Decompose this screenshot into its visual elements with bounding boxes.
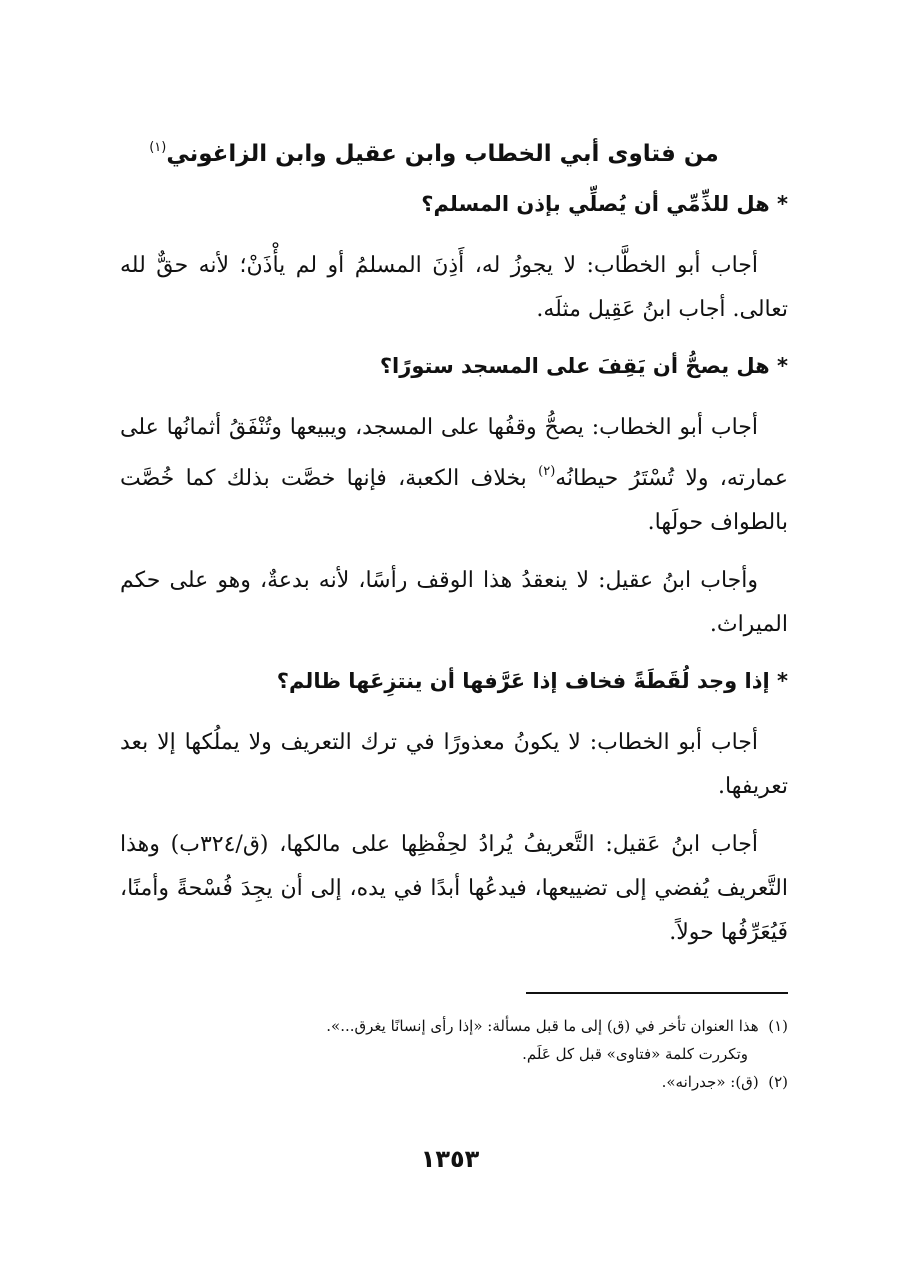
answer-1: أجاب أبو الخطَّاب: لا يجوزُ له، أَذِنَ المسلمُ أو لم يأْذَنْ؛ لأنه حقٌّ لله تعالى. أجاب ابنُ عَقِيل مثلَه. (120, 253, 788, 322)
title-footnote-ref: (١) (149, 140, 167, 155)
answer-2 (120, 406, 788, 545)
footnote-1-line2: وتكررت كلمة «فتاوى» قبل كل عَلَم. (522, 1045, 748, 1063)
footnote-1-line1: هذا العنوان تأخر في (ق) إلى ما قبل مسألة: «إذا رأى إنسانًا يغرق...». (326, 1017, 759, 1035)
answer-4: أجاب أبو الخطاب: لا يكونُ معذورًا في ترك التعريف ولا يملُكها إلا بعد تعريفها. (120, 730, 788, 799)
section-title (120, 128, 788, 174)
footnote-1-number: (١) (768, 1017, 788, 1035)
answer-2-part1: أجاب أبو الخطاب: يصحُّ وقفُها على المسجد، ويبيعها وتُنْفَقُ أثمانُها على عمارته، ولا تُسْتَرُ حيطانُه (120, 415, 788, 491)
footnote-2-text: (ق): «جدرانه». (661, 1073, 759, 1091)
question-2: * هل يصحُّ أن يَقِفَ على المسجد ستورًا؟ (379, 354, 788, 378)
section-title-text: من فتاوى أبي الخطاب وابن عقيل وابن الزاغوني (166, 141, 719, 167)
footnotes (120, 1012, 788, 1096)
question-1: * هل للذِّمِّي أن يُصلِّي بإذن المسلم؟ (421, 192, 788, 216)
footnote-2 (120, 1068, 788, 1096)
footnote-1 (120, 1012, 788, 1068)
page-body (120, 128, 788, 969)
question-3: * إذا وجد لُقَطَةً فخاف إذا عَرَّفها أن ينتزِعَها ظالم؟ (276, 669, 788, 693)
footnote-divider (526, 992, 788, 994)
answer-5: أجاب ابنُ عَقيل: التَّعريفُ يُرادُ لحِفْظِها على مالكها، (ق/٣٢٤ب) وهذا التَّعريف يُفضي إلى تضييعها، فيدعُها أبدًا في يده، إلى أن يجِدَ فُسْحةً وأمنًا، فَيُعَرِّفُها حولاً. (120, 832, 788, 945)
page-number: ١٣٥٣ (420, 1145, 480, 1173)
answer-3: وأجاب ابنُ عقيل: لا ينعقدُ هذا الوقف رأسًا، لأنه بدعةٌ، وهو على حكم الميراث. (120, 568, 788, 637)
answer-2-footnote-ref: (٢) (538, 464, 556, 479)
footnote-2-number: (٢) (768, 1073, 788, 1091)
answer-2-part2: بخلاف الكعبة، فإنها خصَّت بذلك كما خُصَّت بالطواف حولَها. (120, 466, 788, 535)
